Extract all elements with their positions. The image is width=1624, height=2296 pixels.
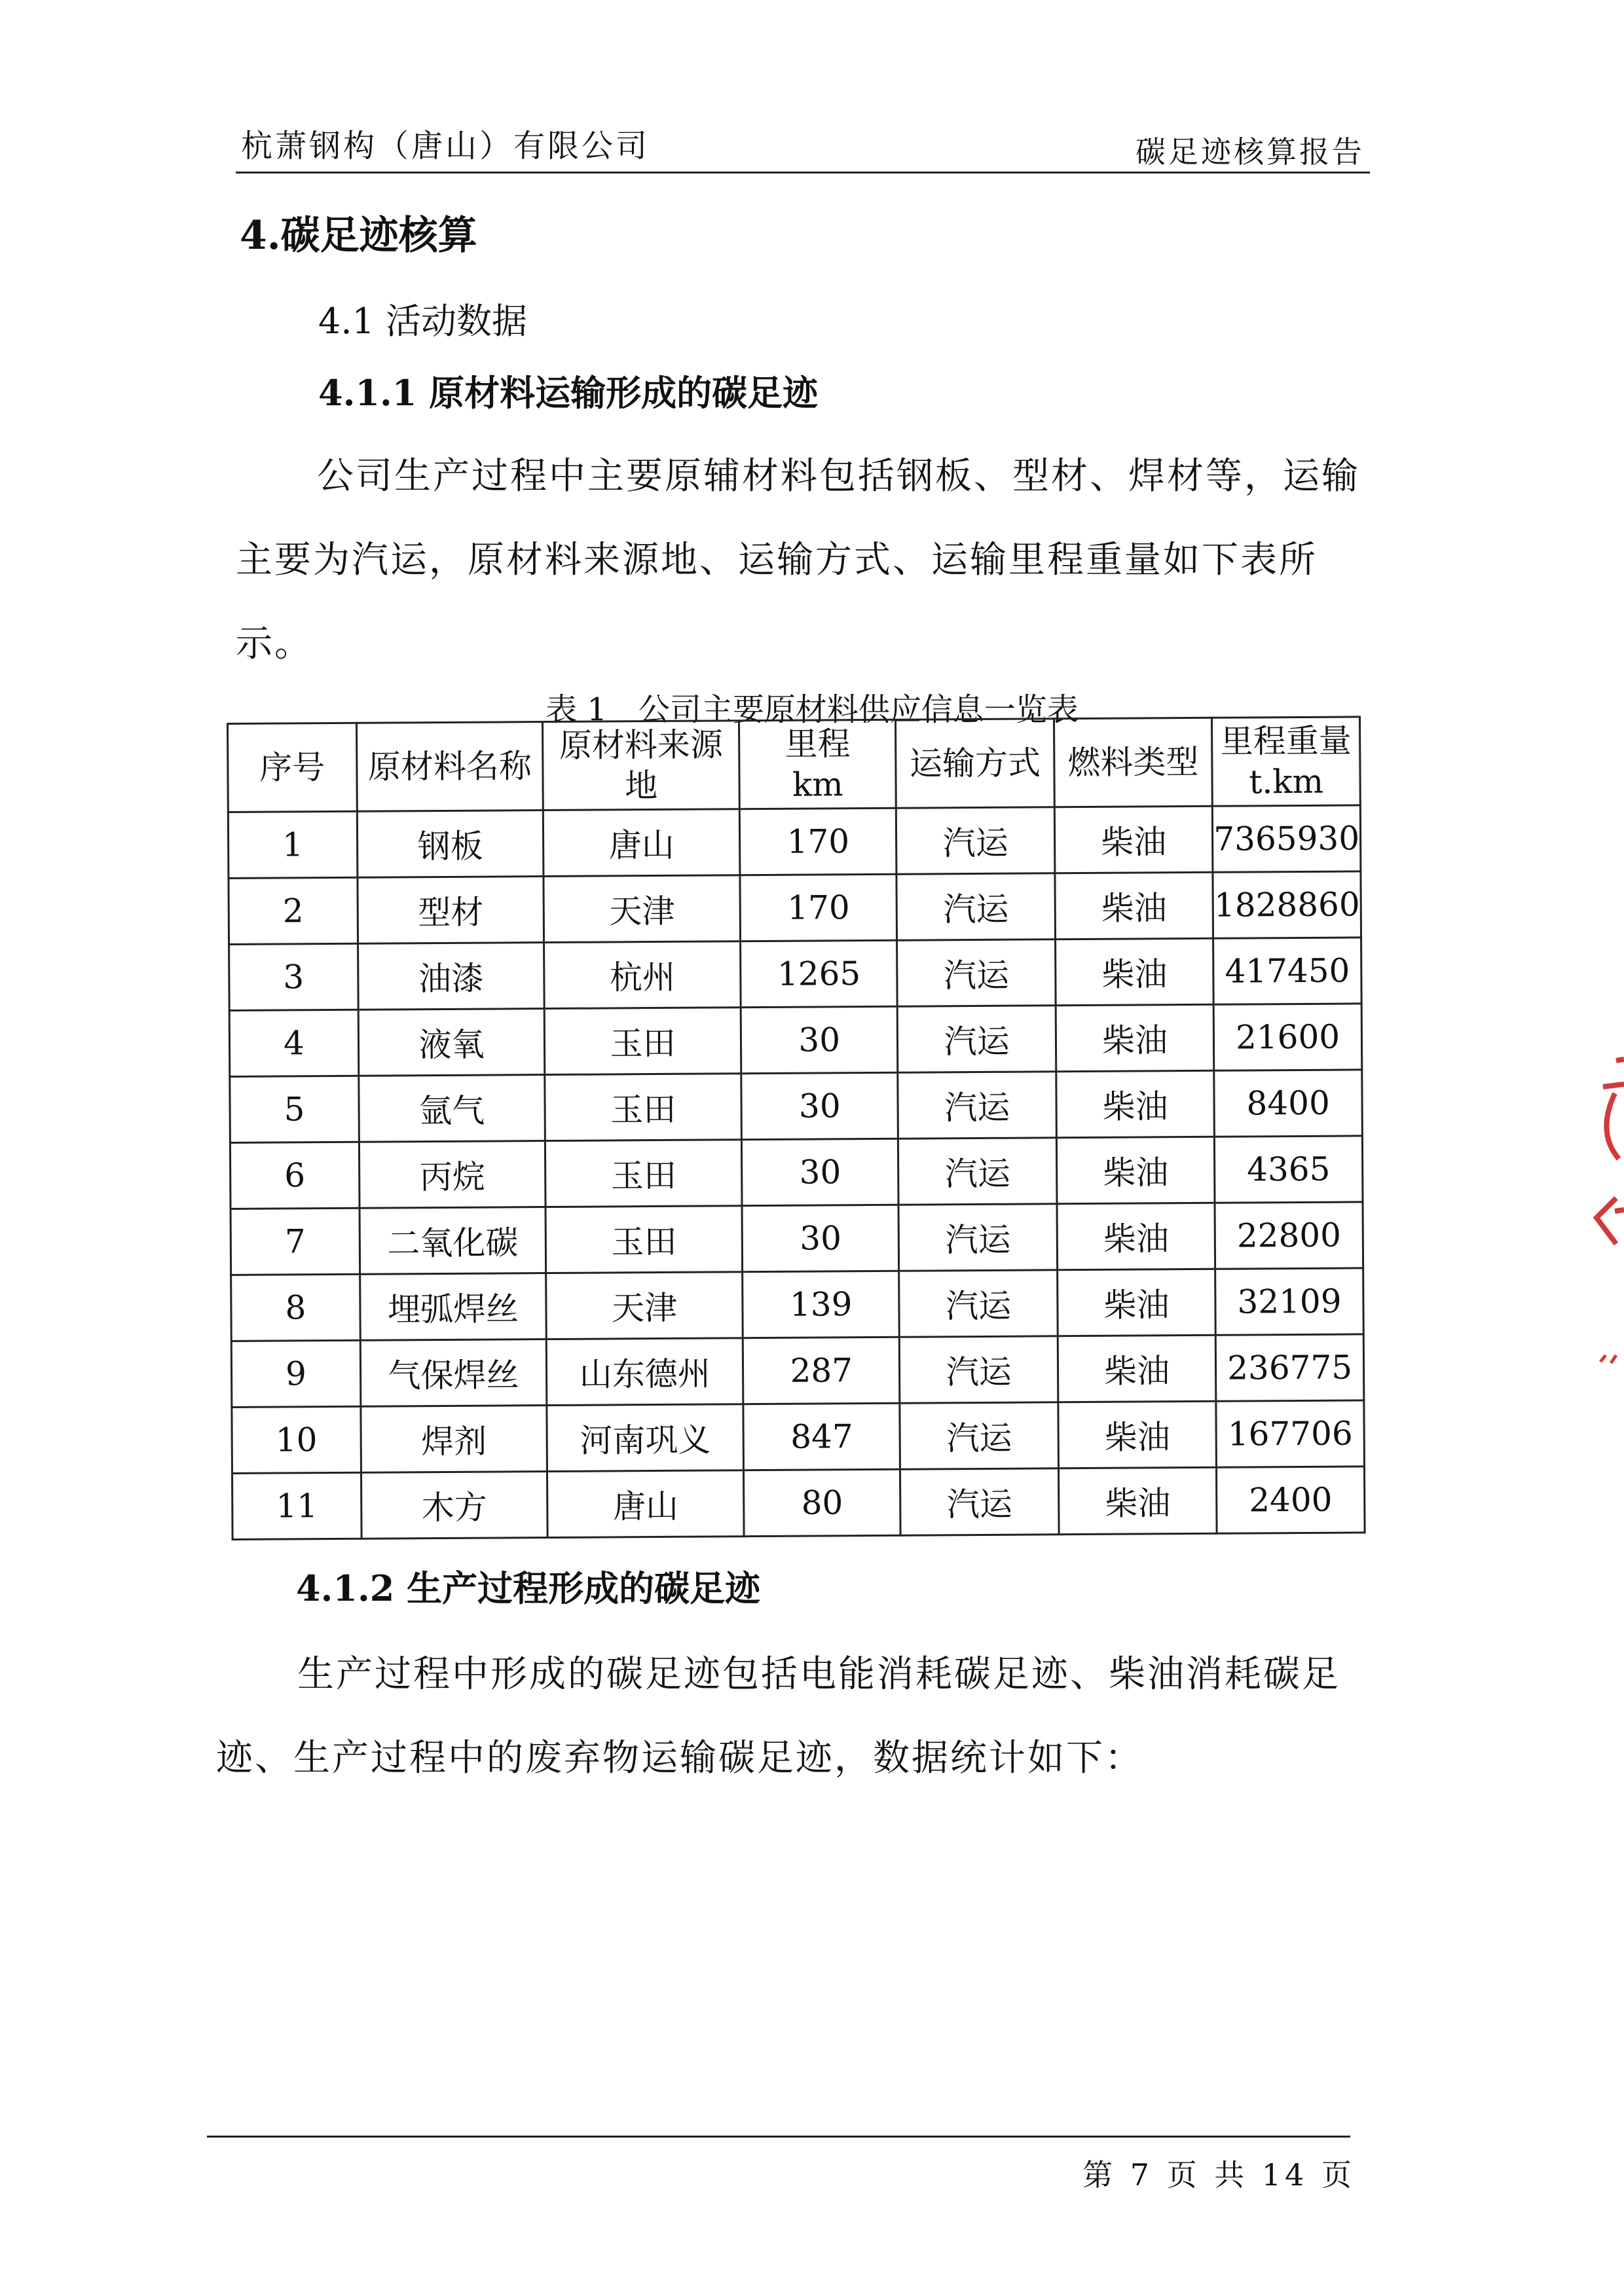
- cell-distance: 30: [741, 1006, 898, 1073]
- cell-fuel: 柴油: [1056, 1137, 1215, 1203]
- cell-source: 玉田: [545, 1140, 743, 1207]
- cell-distance: 287: [743, 1337, 900, 1404]
- cell-transport: 汽运: [898, 1072, 1056, 1139]
- cell-distance-weight: 4365: [1215, 1136, 1363, 1203]
- cell-fuel: 柴油: [1056, 1070, 1215, 1137]
- cell-material: 二氧化碳: [360, 1207, 546, 1275]
- cell-index: 2: [229, 877, 358, 944]
- seal-stamp-fragment: [1577, 1048, 1624, 1388]
- cell-fuel: 柴油: [1058, 1467, 1217, 1534]
- cell-transport: 汽运: [900, 1402, 1058, 1469]
- cell-transport: 汽运: [900, 1336, 1058, 1403]
- cell-index: 8: [231, 1274, 360, 1341]
- table-row: [230, 1070, 1363, 1143]
- cell-distance: 30: [741, 1072, 898, 1139]
- cell-fuel: 柴油: [1058, 1401, 1217, 1468]
- table-header-row: [228, 717, 1361, 812]
- cell-fuel: 柴油: [1058, 1335, 1216, 1402]
- cell-material: 氩气: [359, 1075, 545, 1142]
- cell-material: 油漆: [358, 943, 544, 1010]
- table-row: [229, 871, 1361, 945]
- header-distance-weight: [1212, 717, 1361, 806]
- header-company: 杭萧钢构（唐山）有限公司: [241, 128, 650, 164]
- page-number: 第 7 页 共 14 页: [1082, 2157, 1356, 2193]
- section-title: 4.碳足迹核算: [240, 213, 477, 259]
- cell-fuel: 柴油: [1056, 1004, 1214, 1071]
- cell-source: 天津: [544, 875, 741, 943]
- cell-distance-weight: 1828860: [1213, 871, 1361, 938]
- header-distance-label: 里程: [784, 725, 851, 763]
- cell-material: 液氧: [358, 1009, 545, 1076]
- table-row: [231, 1268, 1364, 1341]
- cell-distance-weight: 32109: [1215, 1268, 1363, 1335]
- cell-fuel: 柴油: [1057, 1203, 1215, 1269]
- table-caption: 表 1 公司主要原材料供应信息一览表: [545, 691, 1079, 728]
- cell-distance-weight: 417450: [1213, 938, 1361, 1004]
- cell-transport: 汽运: [897, 939, 1056, 1006]
- header-distance-weight-label: 里程重量: [1220, 721, 1352, 761]
- cell-distance: 30: [742, 1205, 899, 1271]
- cell-fuel: 柴油: [1054, 806, 1213, 873]
- cell-distance: 30: [742, 1139, 899, 1205]
- cell-distance: 170: [740, 874, 897, 941]
- cell-distance: 139: [743, 1271, 900, 1338]
- header-index: 序号: [228, 723, 358, 812]
- cell-distance-weight: 21600: [1213, 1004, 1361, 1070]
- cell-distance-weight: 22800: [1215, 1202, 1363, 1269]
- cell-distance-weight: 7365930: [1213, 805, 1361, 872]
- header-fuel: 燃料类型: [1054, 718, 1212, 807]
- cell-index: 3: [229, 943, 358, 1010]
- cell-fuel: 柴油: [1057, 1269, 1215, 1336]
- cell-index: 11: [232, 1472, 361, 1539]
- cell-index: 7: [231, 1208, 360, 1275]
- cell-index: 5: [230, 1076, 359, 1142]
- cell-distance-weight: 2400: [1217, 1467, 1365, 1533]
- header-divider: [236, 172, 1370, 173]
- table-row: [229, 938, 1362, 1011]
- header-report-title: 碳足迹核算报告: [1135, 134, 1365, 170]
- cell-source: 杭州: [544, 941, 741, 1009]
- table-row: [228, 805, 1361, 879]
- cell-transport: 汽运: [898, 1138, 1057, 1205]
- cell-material: 型材: [358, 877, 544, 944]
- cell-index: 6: [230, 1142, 359, 1209]
- cell-index: 1: [228, 811, 357, 878]
- cell-material: 丙烷: [359, 1141, 545, 1209]
- cell-material: 气保焊丝: [360, 1339, 547, 1407]
- cell-source: 山东德州: [546, 1338, 743, 1406]
- cell-transport: 汽运: [900, 1468, 1059, 1535]
- cell-material: 焊剂: [361, 1406, 547, 1473]
- cell-fuel: 柴油: [1055, 938, 1213, 1005]
- cell-index: 4: [229, 1010, 358, 1076]
- cell-transport: 汽运: [898, 1204, 1057, 1271]
- table-row: [232, 1400, 1365, 1474]
- table-row: [232, 1467, 1365, 1540]
- cell-transport: 汽运: [896, 873, 1055, 940]
- cell-material: 埋弧焊丝: [360, 1273, 546, 1341]
- cell-transport: 汽运: [896, 807, 1055, 874]
- table-row: [231, 1202, 1363, 1275]
- cell-source: 河南巩义: [547, 1404, 744, 1472]
- cell-source: 玉田: [544, 1008, 741, 1075]
- cell-distance: 170: [739, 808, 896, 875]
- header-distance-unit: km: [792, 765, 843, 804]
- cell-index: 9: [231, 1340, 360, 1407]
- raw-material-table: [227, 716, 1366, 1540]
- subsection-title: 4.1 活动数据: [318, 301, 528, 342]
- cell-transport: 汽运: [898, 1006, 1056, 1072]
- cell-material: 钢板: [357, 811, 544, 878]
- cell-index: 10: [232, 1406, 361, 1473]
- cell-fuel: 柴油: [1055, 872, 1213, 939]
- cell-material: 木方: [361, 1472, 547, 1539]
- cell-source: 玉田: [545, 1074, 742, 1141]
- subsubsection-title-raw-material: 4.1.1 原材料运输形成的碳足迹: [318, 372, 819, 414]
- header-distance: [739, 720, 896, 809]
- cell-source: 唐山: [547, 1470, 745, 1538]
- cell-distance: 1265: [741, 940, 898, 1007]
- cell-distance-weight: 167706: [1216, 1400, 1364, 1467]
- cell-source: 天津: [546, 1272, 743, 1339]
- header-source: 原材料来源地: [543, 721, 740, 811]
- header-transport: 运输方式: [896, 719, 1054, 808]
- table-row: [231, 1334, 1364, 1408]
- paragraph-production: 生产过程中形成的碳足迹包括电能消耗碳足迹、柴油消耗碳足迹、生产过程中的废弃物运输碳足迹，数据统计如下：: [216, 1653, 1340, 1779]
- cell-distance-weight: 8400: [1214, 1070, 1362, 1137]
- header-distance-weight-unit: t.km: [1249, 762, 1324, 801]
- cell-distance: 847: [743, 1403, 900, 1470]
- cell-distance-weight: 236775: [1215, 1334, 1363, 1401]
- header-material-name: 原材料名称: [356, 722, 543, 812]
- subsubsection-title-production: 4.1.2 生产过程形成的碳足迹: [296, 1567, 761, 1609]
- paragraph-raw-material: 公司生产过程中主要原辅材料包括钢板、型材、焊材等，运输主要为汽运，原材料来源地、运输方式、运输里程重量如下表所示。: [236, 455, 1360, 665]
- table-row: [229, 1004, 1362, 1077]
- footer-divider: [207, 2136, 1350, 2138]
- cell-transport: 汽运: [899, 1270, 1058, 1337]
- cell-source: 玉田: [545, 1206, 743, 1273]
- cell-source: 唐山: [543, 809, 740, 877]
- table-row: [230, 1136, 1363, 1209]
- cell-distance: 80: [744, 1469, 901, 1536]
